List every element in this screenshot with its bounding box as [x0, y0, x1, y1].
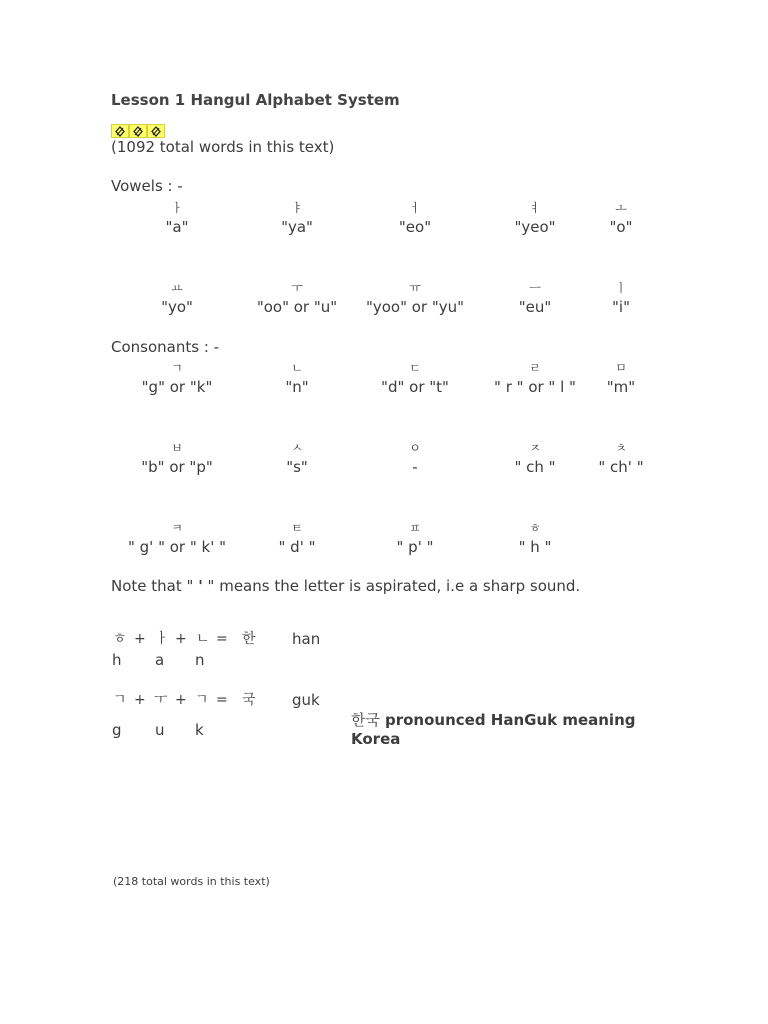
vowel-hangul: ㅠ	[409, 281, 421, 295]
vowel-hangul: ㅛ	[171, 281, 183, 295]
consonant-cell	[561, 359, 681, 397]
consonant-romanization: "s"	[286, 458, 308, 476]
consonant-hangul: ㅈ	[529, 441, 541, 455]
consonant-cell	[237, 519, 357, 557]
plus-sign: +	[134, 631, 146, 647]
vowel-cell	[237, 279, 357, 317]
equals-sign: =	[216, 631, 228, 647]
example-jamo: ㅜ	[154, 692, 168, 708]
consonant-cell	[237, 359, 357, 397]
vowels-heading: Vowels : -	[111, 177, 183, 195]
vowel-hangul: ㅑ	[291, 201, 303, 215]
vowel-romanization: "oo" or "u"	[256, 298, 338, 316]
consonant-cell	[355, 359, 475, 397]
consonant-romanization: " d' "	[278, 538, 316, 556]
consonant-romanization: "b" or "p"	[141, 458, 213, 476]
consonant-romanization: " h "	[518, 538, 552, 556]
example-jamo: ㄴ	[196, 631, 210, 647]
consonant-row	[0, 359, 768, 399]
consonant-cell	[237, 439, 357, 477]
vowel-cell	[561, 199, 681, 237]
vowel-romanization: "yeo"	[514, 218, 556, 236]
icon-strip	[111, 124, 165, 138]
plus-sign: +	[175, 631, 187, 647]
consonant-romanization: -	[412, 458, 418, 476]
consonant-hangul: ㅁ	[615, 361, 627, 375]
korea-hangul: 한국	[351, 711, 380, 729]
consonant-cell	[355, 519, 475, 557]
consonant-row	[0, 519, 768, 559]
plus-sign: +	[134, 692, 146, 708]
page-title: Lesson 1 Hangul Alphabet System	[111, 91, 400, 109]
example-jamo: ㄱ	[113, 692, 127, 708]
vowel-cell	[237, 199, 357, 237]
example-sound: n	[195, 651, 205, 669]
example-sound: u	[155, 721, 165, 739]
example-syllable: 한	[242, 631, 256, 647]
vowel-hangul: ㅜ	[291, 281, 303, 295]
vowel-cell	[355, 199, 475, 237]
vowel-romanization: "ya"	[281, 218, 313, 236]
consonant-hangul: ㅅ	[291, 441, 303, 455]
vowel-hangul: ㅗ	[615, 201, 627, 215]
example-sound: h	[112, 651, 122, 669]
vowel-cell	[561, 279, 681, 317]
example-romanization: guk	[292, 691, 320, 709]
consonant-hangul: ㅊ	[615, 441, 627, 455]
korea-meaning-text: pronounced HanGuk meaning Korea	[351, 711, 636, 748]
consonant-cell	[117, 519, 237, 557]
vowel-romanization: "eu"	[518, 298, 552, 316]
vowel-hangul: ㅏ	[171, 201, 183, 215]
example-jamo: ㄱ	[195, 692, 209, 708]
example-romanization: han	[292, 630, 321, 648]
consonant-romanization: " p' "	[396, 538, 434, 556]
example-sound: g	[112, 721, 122, 739]
consonant-hangul: ㄱ	[171, 361, 183, 375]
consonant-romanization: "m"	[606, 378, 636, 396]
equals-sign: =	[216, 692, 228, 708]
korea-meaning-note	[351, 711, 651, 749]
consonant-hangul: ㅂ	[171, 441, 183, 455]
plus-sign: +	[175, 692, 187, 708]
consonant-hangul: ㅍ	[409, 521, 421, 535]
vowel-romanization: "yoo" or "yu"	[365, 298, 465, 316]
vowel-cell	[117, 199, 237, 237]
diamond-icon	[147, 124, 165, 138]
consonants-heading: Consonants : -	[111, 338, 220, 356]
vowel-cell	[117, 279, 237, 317]
vowel-hangul: ㅕ	[529, 201, 541, 215]
consonant-cell	[117, 439, 237, 477]
consonant-hangul: ㅎ	[529, 521, 541, 535]
note-aspiration-mark: '	[198, 577, 203, 595]
word-count-bottom: (218 total words in this text)	[113, 875, 270, 888]
vowel-romanization: "eo"	[398, 218, 432, 236]
vowel-romanization: "a"	[165, 218, 189, 236]
vowel-row	[0, 279, 768, 319]
example-sound: k	[195, 721, 204, 739]
note-text-after: " means the letter is aspirated, i.e a sharp sound.	[202, 577, 581, 595]
consonant-hangul: ㄹ	[529, 361, 541, 375]
consonant-hangul: ㅇ	[409, 441, 421, 455]
consonant-romanization: "n"	[285, 378, 309, 396]
vowel-hangul: ㅣ	[615, 281, 627, 295]
diamond-icon	[129, 124, 147, 138]
word-count-top: (1092 total words in this text)	[111, 138, 335, 156]
vowel-romanization: "yo"	[161, 298, 193, 316]
consonant-cell	[355, 439, 475, 477]
consonant-romanization: " ch "	[514, 458, 556, 476]
consonant-hangul: ㄴ	[291, 361, 303, 375]
consonant-romanization: " ch' "	[598, 458, 644, 476]
aspiration-note	[111, 577, 580, 596]
consonant-hangul: ㅌ	[291, 521, 303, 535]
example-syllable: 국	[242, 692, 256, 708]
consonant-cell	[561, 439, 681, 477]
consonant-romanization: " g' " or " k' "	[127, 538, 226, 556]
vowel-cell	[355, 279, 475, 317]
diamond-icon	[111, 124, 129, 138]
example-sound: a	[155, 651, 165, 669]
consonant-romanization: "g" or "k"	[141, 378, 213, 396]
vowel-hangul: ㅡ	[529, 281, 541, 295]
vowel-romanization: "o"	[609, 218, 633, 236]
consonant-cell	[475, 519, 595, 557]
vowel-row	[0, 199, 768, 239]
consonant-cell	[117, 359, 237, 397]
consonant-romanization: " r " or " l "	[494, 378, 576, 396]
example-jamo: ㅏ	[155, 631, 169, 647]
consonant-romanization: "d" or "t"	[381, 378, 449, 396]
vowel-hangul: ㅓ	[409, 201, 421, 215]
vowel-romanization: "i"	[612, 298, 630, 316]
note-text-before: Note that "	[111, 577, 199, 595]
consonant-hangul: ㄷ	[409, 361, 421, 375]
consonant-hangul: ㅋ	[171, 521, 183, 535]
consonant-row	[0, 439, 768, 479]
example-jamo: ㅎ	[113, 631, 127, 647]
